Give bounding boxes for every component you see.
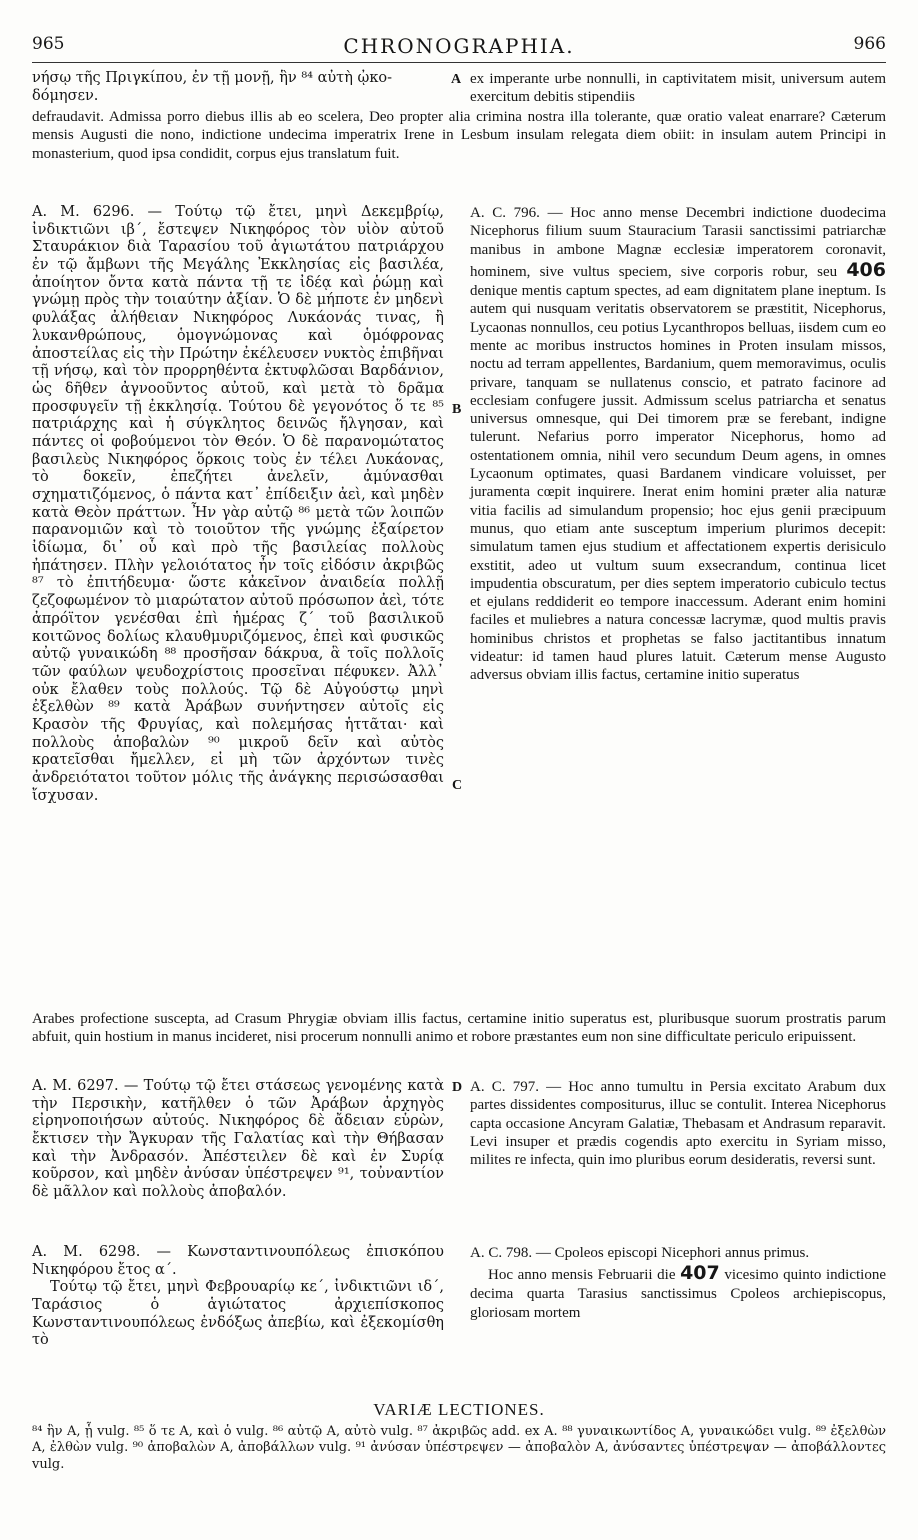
column-marker-d: D [452, 1080, 463, 1095]
latin-796-part-a: A. C. 796. — Hoc anno mense Decembri indictione duodecima Nicephorus filium suum Stauracium Tarasii sanctissimi patriarchæ manibus in ambone Magnæ ecclesiæ imperatorem coronavit, hominem, sive vultus speciem, sive corporis robur, seu [470, 205, 886, 280]
greek-section-6298 [32, 1244, 444, 1350]
greek-6298-heading: A. M. 6298. — Κωνσταντινουπόλεως ἐπισκόπου Νικηφόρου ἔτος α΄. [32, 1244, 444, 1278]
greek-section-6296: A. M. 6296. — Τούτῳ τῷ ἔτει, μηνὶ Δεκεμβρίῳ, ἰνδικτιῶνι ιβ΄, ἔστεψεν Νικηφόρος τὸν υἱὸν αὐτοῦ Σταυράκιον διὰ Ταρασίου τοῦ ἁγιωτάτου πατριάρχου ἐν τῷ ἄμβωνι τῆς Μεγάλης Ἐκκλησίας εἰς βασιλέα, ἀποίητον ὄντα κατὰ πάντα τῇ τε ἰδέᾳ καὶ ῥώμῃ καὶ γνώμῃ πρὸς τὴν τοιαύτην ἀξίαν. Ὁ δὲ μήποτε ἐν μηδενὶ φυλάξας ἀλήθειαν Νικηφόρος Λυκάονάς τινας, ἢ λυκανθρώπους, ὁμογνώμονας καὶ ὁμόφρονας ἀποστείλας εἰς τὴν Πρώτην ἐκέλευσεν νυκτὸς ἐπιβῆναι τῇ νήσῳ, καὶ τὸν προρρηθέντα ἐκτυφλῶσαι Βαρδάνιον, ὡς δῆθεν ἀγνοοῦντος αὐτοῦ, καὶ μετὰ τὸ δρᾶμα προσφυγεῖν τῇ ἐκκλησίᾳ. Τούτου δὲ γεγονότος ὅ τε ⁸⁵ πατριάρχης καὶ ἡ σύγκλητος δεινῶς ἤλγησαν, καὶ πάντες οἱ φοβούμενοι τὸν Θεόν. Ὁ δὲ παρανομώτατος βασιλεὺς Νικηφόρος ὅρκοις τοὺς ἐν τέλει Λυκάονας, τὸ δοκεῖν, ἐπεζήτει ἀνελεῖν, ἀμύνασθαι σχηματιζόμενος, ὁ πάντα κατ᾽ ἐπίδειξιν ἀεὶ, καὶ μηδὲν κατὰ Θεὸν πράττων. Ἦν γὰρ αὐτῷ ⁸⁶ μετὰ τῶν λοιπῶν παρανομιῶν καὶ τὸ τοιοῦτον τῆς γνώμης ἐξαίρετον ἰδίωμα, δι᾽ οὗ καὶ πρὸ τῆς βασιλείας πολλοὺς ἠπάτησεν. Πλὴν γελοιότατος ἦν τοῖς εἰδόσιν ἀκριβῶς ⁸⁷ τὸ ἐπιτήδευμα· ὥστε κἀκεῖνον ἀναιδεία πολλῇ ζεζοφωμένον τὸ μιαρώτατον αὐτοῦ πρόσωπον ἀεὶ, τότε ἀπρόϊτον γενέσθαι ἐπὶ ἡμέρας ζ΄ τοῦ βασιλικοῦ κοιτῶνος δολίως κλαυθμυριζόμενος, ἐπεὶ καὶ φυσικῶς αὐτῷ γυναικώδη ⁸⁸ προσῆσαν δάκρυα, ἃ τοῖς πολλοῖς τῶν φαύλων ψευδοχρίστοις προσεῖναι πέφυκεν. Ἀλλ᾽ οὐκ ἔλαθεν τοὺς πολλούς. Τῷ δὲ Αὐγούστῳ μηνὶ ἐξελθὼν ⁸⁹ κατὰ Ἀράβων συνήντησεν αὐτοῖς εἰς Κρασὸν τῆς Φρυγίας, καὶ πολεμήσας ἡττᾶται· καὶ πολλοὺς ἀποβαλὼν ⁹⁰ μικροῦ δεῖν καὶ αὐτὸς κρατεῖσθαι ἤμελλεν, εἰ μὴ τῶν ἀρχόντων τινὲς ἀνδρειότατοι τοῦτον μόλις τῆς ἀνάγκης περισώσασθαι ἴσχυσαν. [32, 204, 444, 804]
latin-intro: ex imperante urbe nonnulli, in captivitatem misit, universum autem exercitum debitis stipendiis [470, 71, 886, 106]
latin-798-heading: A. C. 798. — Cpoleos episcopi Nicephori annus primus. [470, 1245, 810, 1261]
column-marker-a: A [451, 72, 462, 87]
running-title: CHRONOGRAPHIA. [343, 34, 575, 58]
latin-798-part-b: vicesimo quinto indictione decima quarta Tarasius sanctissimus Cpoleos archiepiscopus, gloriosam mortem [470, 1267, 886, 1321]
greek-intro-line2: δόμησεν. [32, 87, 99, 104]
column-number-406: 406 [846, 258, 886, 281]
latin-798-part-a: Hoc anno mensis Februarii die [488, 1267, 676, 1284]
greek-intro-line: νήσῳ τῆς Πριγκίπου, ἐν τῇ μονῇ, ἣν ⁸⁴ αὐτὴ ᾠκο- [32, 70, 393, 86]
greek-6298-body: Τούτῳ τῷ ἔτει, μηνὶ Φεβρουαρίῳ κε΄, ἰνδικτιῶνι ιδ΄, Ταράσιος ὁ ἁγιώτατος ἀρχιεπίσκοπος Κωνσταντινουπόλεως ἐνδόξως ἀπεβίω, καὶ ἐξεκομίσθη τὸ [32, 1279, 444, 1349]
variae-lectiones-title: VARIÆ LECTIONES. [373, 1400, 545, 1419]
greek-intro [32, 70, 444, 105]
variae-lectiones-notes: ⁸⁴ ἣν A, ᾗ vulg. ⁸⁵ ὅ τε A, καὶ ὁ vulg. ⁸⁶ αὐτῷ A, αὐτὸ vulg. ⁸⁷ ἀκριβῶς add. ex A. ⁸⁸ γυναικωντίδος A, γυναικώδει vulg. ⁸⁹ ἐξελθὼν A, ἐλθὼν vulg. ⁹⁰ ἀποβαλὼν A, ἀποβάλλων vulg. ⁹¹ ἀνύσαν ὑπέστρεψεν — ἀποβαλὸν A, ἀνύσαντες ὑπέστρεψαν — ἀποβάλλοντες vulg. [32, 1424, 886, 1472]
latin-section-797: A. C. 797. — Hoc anno tumultu in Persia excitato Arabum dux partes dissidentes compositurus, illuc se contulit. Interea Nicephorus capta occasione Ancyram Galatiæ, Thebasam et Andrasum reparavit. Levi insuper et prædis cogendis apto exercitu in Syriam misso, milites re infecta, quin imo pluribus eorum desideratis, reversi sunt. [470, 1079, 886, 1169]
column-number-407: 407 [680, 1262, 720, 1285]
full-width-arabes: Arabes profectione suscepta, ad Crasum Phrygiæ obviam illis factus, certamine initio superatus est, pluribusque suorum prostratis parum abfuit, quin hostium in manus incideret, nisi procerum nonnulli animo et robore præstantes eum non sine difficultate periculo eripuissent. [32, 1011, 886, 1046]
column-marker-c: C [452, 778, 463, 793]
page-number-right: 966 [853, 34, 886, 54]
latin-section-796 [470, 204, 886, 685]
full-width-continuation: defraudavit. Admissa porro diebus illis ab eo scelera, Deo propter alia crimina nostra illa tolerante, quæ oratio valeat enarrare? Cæterum mensis Augusti die nono, indictione undecima imperatrix Irene in Lesbum insulam relegata diem obiit: in insulam autem Principi in monasterium, quod ipsa condidit, corpus ejus translatum fuit. [32, 109, 886, 162]
header-rule [32, 62, 886, 63]
page-number-left: 965 [32, 34, 65, 54]
greek-section-6297: A. M. 6297. — Τούτῳ τῷ ἔτει στάσεως γενομένης κατὰ τὴν Περσικὴν, κατῆλθεν ὁ τῶν Ἀράβων ἀρχηγὸς εἰρηνοποιήσων αὐτούς. Νικηφόρος δὲ ἄδειαν εὑρὼν, ἔκτισεν τὴν Ἄγκυραν τῆς Γαλατίας καὶ τὴν Θήβασαν καὶ τὴν Ἀνδρασόν. Ἀπέστειλεν δὲ καὶ ἐν Συρίᾳ κοῦρσον, καὶ μηδὲν ἀνύσαν ὑπέστρεψεν ⁹¹, τοὐναντίον δὲ μᾶλλον καὶ πολλοὺς ἀποβαλόν. [32, 1078, 444, 1201]
latin-796-part-b: denique mentis captum spectes, ad eam dignitatem plane ineptum. Is autem qui nusquam veritatis observatorem se præstitit, Nicephorus, Lycaonas nonnullos, ceu potius Lycanthropos belluas, iisdem cum eo mente ac moribus instructos homines in Proten insulam missos, noctu ad terram appellentes, Bardanium, quem memoravimus, oculis privare, tanquam se nullatenus conscio, et patrato facinore ad ecclesiam confugere jussit. Admissum scelus patriarcha et senatus universus omnesque, qui Dei timorem præ se ferebant, indigne tulerunt. Nefarius porro imperator Nicephorus, homo ad ostentationem omnia, nihil vero secundum Deum agens, in omnes Lycaonum optimates, quasi Bardanem vindicare voluisset, per juramenta cœpit inquirere. Inerat enim homini præter alia naturæ vitia facilis ad simulandum propensio; hoc ejus genii præcipuum munus, quo etiam ante susceptum imperium plurimos decepit: simulatum tamen ejus studium et affectationem expertis derisiculo exstitit, adeo ut vultum suum exsecrandum, continua licet impudentia obscuratum, per dies septem imperatorio cubiculo tectus et ejulans reddiderit eo tempore inaccessum. Aderant enim homini faciles et muliebres a natura concessæ lacrymæ, quod multis pravis hominibus christos et prophetas se falso jactitantibus innatum videatur: id tamen haud plures latuit. Cæterum mense Augusto adversus obviam illis factus, certamine initio superatus [470, 283, 886, 684]
latin-section-798 [470, 1244, 886, 1322]
column-marker-b: B [452, 402, 462, 417]
running-header [32, 34, 886, 62]
